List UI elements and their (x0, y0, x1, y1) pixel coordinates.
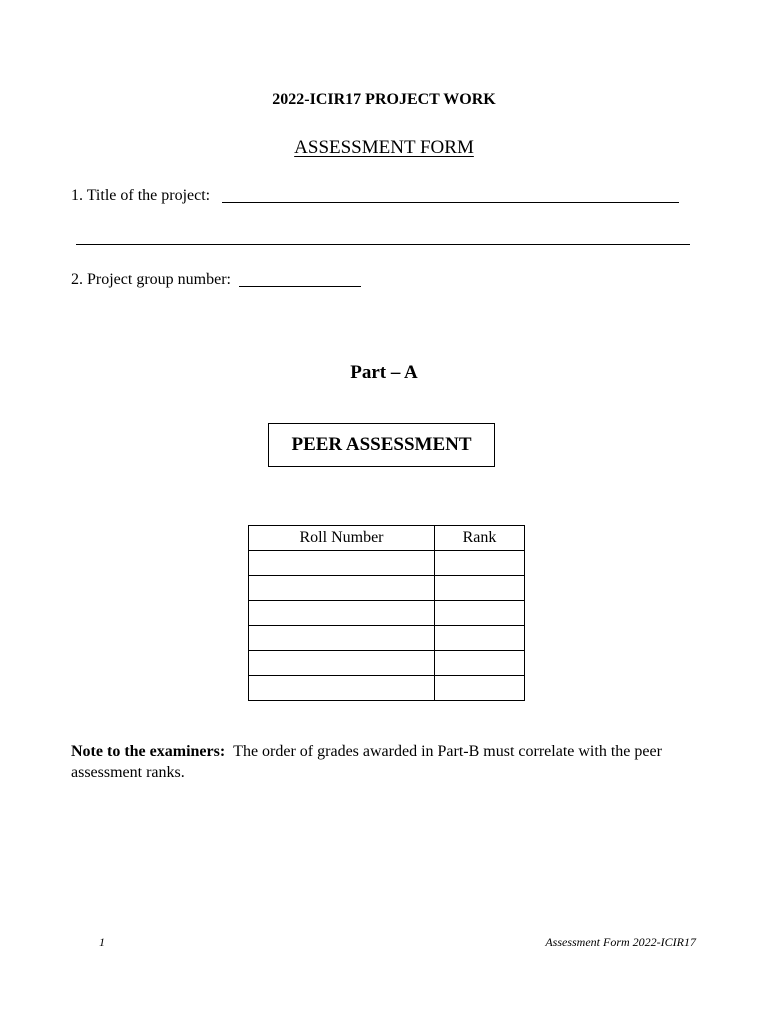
group-number-blank[interactable] (239, 285, 361, 287)
peer-assessment-title: PEER ASSESSMENT (291, 434, 472, 455)
roll-number-cell[interactable] (249, 626, 435, 651)
table-header-row (249, 526, 525, 551)
project-title-blank[interactable] (222, 201, 679, 203)
rank-cell[interactable] (435, 651, 525, 676)
footer-doc-label: Assessment Form 2022-ICIR17 (545, 935, 696, 949)
group-number-label: 2. Project group number: (71, 271, 231, 288)
project-title-field (71, 187, 679, 205)
table-row (249, 601, 525, 626)
course-heading: 2022-ICIR17 PROJECT WORK (272, 91, 496, 108)
rank-cell[interactable] (435, 626, 525, 651)
rank-cell[interactable] (435, 676, 525, 701)
form-title: ASSESSMENT FORM (294, 137, 474, 158)
project-title-blank-line-2[interactable] (76, 244, 690, 245)
peer-assessment-box (268, 423, 495, 467)
peer-assessment-table (248, 525, 525, 701)
project-title-label: 1. Title of the project: (71, 187, 211, 204)
examiner-note-label: Note to the examiners: (71, 743, 226, 760)
column-header-roll-number: Roll Number (249, 526, 435, 551)
part-a-heading: Part – A (350, 362, 418, 383)
rank-cell[interactable] (435, 576, 525, 601)
rank-cell[interactable] (435, 601, 525, 626)
examiner-note (71, 741, 701, 783)
page-number: 1 (99, 935, 105, 949)
table-row (249, 676, 525, 701)
column-header-rank: Rank (435, 526, 525, 551)
table-row (249, 626, 525, 651)
roll-number-cell[interactable] (249, 551, 435, 576)
group-number-field (71, 271, 361, 289)
rank-cell[interactable] (435, 551, 525, 576)
roll-number-cell[interactable] (249, 601, 435, 626)
table-row (249, 651, 525, 676)
roll-number-cell[interactable] (249, 651, 435, 676)
examiner-note-text: The order of grades awarded in Part-B must correlate with the peer assessment ranks. (71, 743, 662, 781)
table-row (249, 551, 525, 576)
table-row (249, 576, 525, 601)
roll-number-cell[interactable] (249, 676, 435, 701)
roll-number-cell[interactable] (249, 576, 435, 601)
